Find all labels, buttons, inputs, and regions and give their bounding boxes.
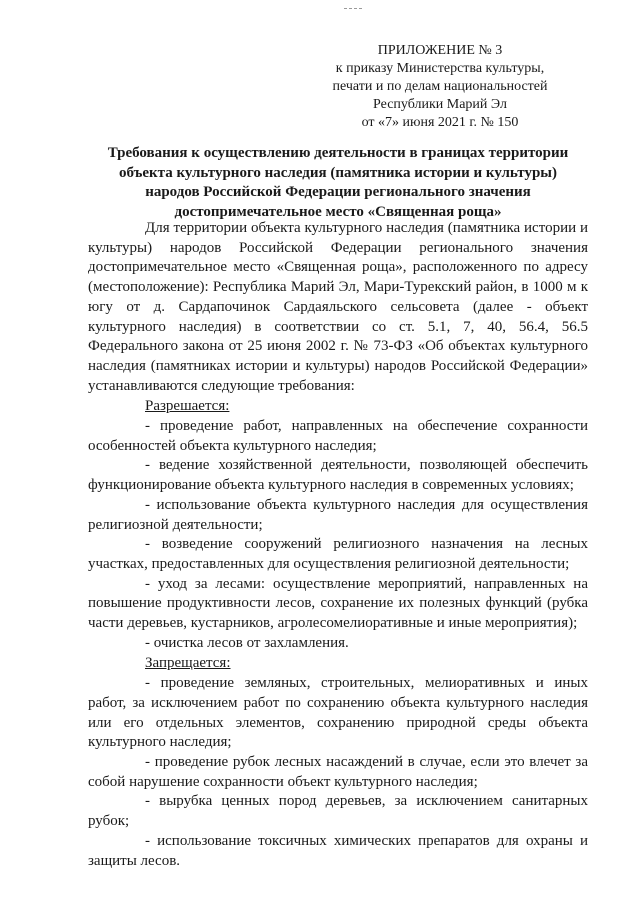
title-line: объекта культурного наследия (памятника истории и культуры) — [118, 164, 557, 181]
appendix-date-line: от «7» июня 2021 г. № 150 — [361, 115, 519, 130]
appendix-ministry-line: печати и по делам национальностей — [332, 79, 548, 94]
title-line: достопримечательное место «Священная роща» — [174, 203, 502, 220]
scan-artifact — [344, 8, 362, 11]
intro-paragraph: Для территории объекта культурного наследия (памятника истории и культуры) народов Российской Федерации регионального значения достопримечательное место «Священная роща», расположенного по адресу (местоположение): Республика Марий Эл, Мари-Турекский район, в 1000 м к югу от д. Сардапочинок Сардаяльского сельсовета (далее - объект культурного наследия) в соответствии со ст. 5.1, 7, 40, 56.4, 56.5 Федерального закона от 25 июня 2002 г. № 73-ФЗ «Об объектах культурного наследия (памятниках истории и культуры) народов Российской Федерации» устанавливаются следующие требования: — [88, 220, 588, 394]
allowed-item: - ведение хозяйственной деятельности, позволяющей обеспечить функционирование объекта культурного наследия в современных условиях; — [88, 457, 588, 494]
appendix-republic-line: Республики Марий Эл — [373, 97, 507, 112]
appendix-header — [290, 42, 590, 132]
allowed-item: - уход за лесами: осуществление мероприятий, направленных на повышение продуктивности лесов, сохранение их полезных функций (рубка части деревьев, кустарников, агролесомелиоративные и иные мероприятия); — [88, 575, 588, 632]
forbidden-item: - проведение рубок лесных насаждений в случае, если это влечет за собой нарушение сохранности объект культурного наследия; — [88, 753, 588, 790]
allowed-heading: Разрешается: — [145, 398, 230, 415]
document-body — [88, 219, 588, 871]
document-title — [88, 144, 588, 222]
title-line: Требования к осуществлению деятельности в границах территории — [107, 145, 569, 161]
allowed-item: - очистка лесов от захламления. — [145, 634, 349, 651]
forbidden-item: - использование токсичных химических препаратов для охраны и защиты лесов. — [88, 832, 588, 869]
allowed-item: - использование объекта культурного наследия для осуществления религиозной деятельности; — [88, 496, 588, 533]
appendix-order-line: к приказу Министерства культуры, — [335, 61, 545, 76]
title-line: народов Российской Федерации регионального значения — [145, 184, 531, 200]
appendix-number: ПРИЛОЖЕНИЕ № 3 — [377, 43, 503, 58]
forbidden-heading: Запрещается: — [145, 655, 231, 672]
allowed-item: - возведение сооружений религиозного назначения на лесных участках, предоставленных для осуществления религиозной деятельности; — [88, 536, 588, 572]
allowed-item: - проведение работ, направленных на обеспечение сохранности особенностей объекта культурного наследия; — [88, 418, 588, 454]
forbidden-item: - проведение земляных, строительных, мелиоративных и иных работ, за исключением работ по сохранению объекта культурного наследия или его отдельных элементов, сохранению природной среды объекта культурного наследия; — [88, 675, 588, 751]
forbidden-item: - вырубка ценных пород деревьев, за исключением санитарных рубок; — [88, 793, 588, 830]
